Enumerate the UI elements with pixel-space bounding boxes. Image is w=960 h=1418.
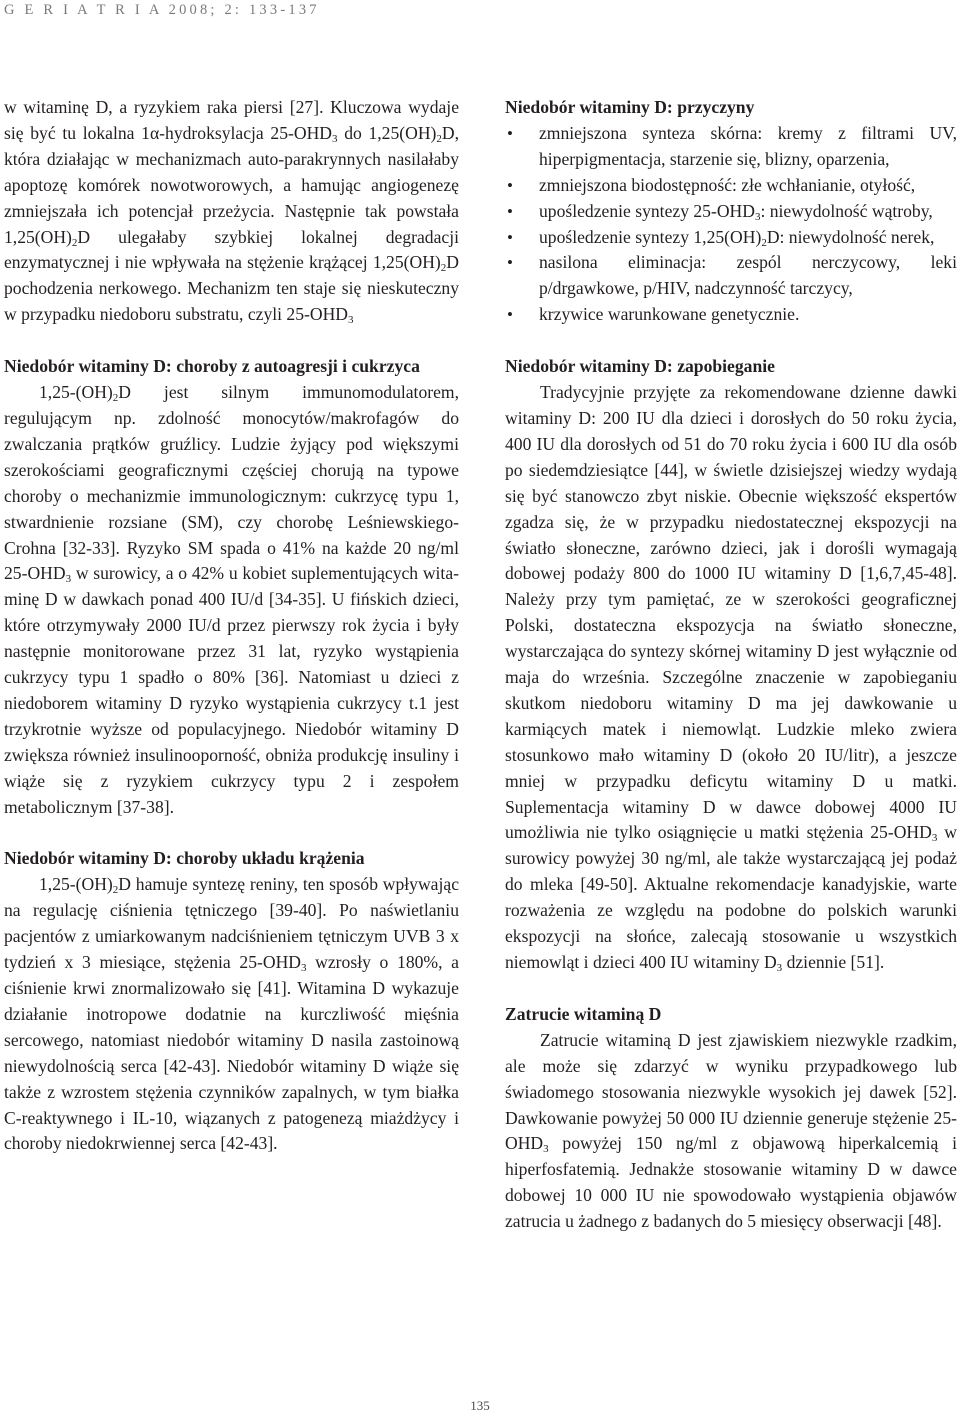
list-item: • upośledzenie syntezy $1,25(OH)_2D$: niewydolność nerek,	[505, 225, 957, 251]
paragraph-intoxication: Zatrucie witaminą D jest zjawiskiem niezwykle rzadkim, ale może się zdarzyć w wyniku przypadkowego lub świadomego stosowania niezwykle wysokich jej dawek [52]. Dawkowanie powyżej 50 000 IU dziennie generuje stężenie $25-OHD_3$ powyżej 150 ng/ml z objawową hiperkalcemią i hiperfosfatemią. Jednakże stosowanie witaminy D w dawce dobowej 10 000 IU nie spowodowało wystąpienia objawów zatrucia u żadnego z badanych do 5 miesięcy obserwacji [48].	[505, 1029, 957, 1232]
intro-paragraph: w witaminę D, a ryzykiem raka piersi [27]. Kluczowa wydaje się być tu lokalna 1α-hydroksylacja $25-OHD_3$ do $1,25(OH)_2D$, która działając w mechanizmach auto-parakrynnych nasilałaby apoptozę komórek nowotworowych, a hamując angiogenezę zmniejszała ich potencjał przeżycia. Następnie tak powstała $1,25(OH)_2D$ ulegałaby szybkiej lokalnej degradacji enzymatycznej i nie wpływała na stężenie krążącej $1,25(OH)_2D$ pochodzenia nerkowego. Mechanizm ten staje się nieskuteczny w przypadku niedoboru substratu, czyli $25-OHD_3$	[4, 97, 459, 327]
page-number: 135	[470, 1398, 490, 1413]
list-item: • zmniejszona synteza skórna: kremy z filtrami UV, hiperpigmentacja, starzenie się, blizny, oparzenia,	[505, 121, 957, 173]
list-item: • upośledzenie syntezy $25-OHD_3$: niewydolność wątroby,	[505, 199, 957, 225]
heading-causes: Niedobór witaminy D: przyczyny	[505, 97, 755, 117]
running-header: G E R I A T R I A 2008; 2: 133-137	[4, 2, 320, 18]
list-item: • krzywice warunkowane genetycznie.	[505, 302, 957, 328]
heading-intoxication: Zatrucie witaminą D	[505, 1003, 662, 1024]
heading-prevention: Niedobór witaminy D: zapobieganie	[505, 356, 775, 377]
paragraph-cardio: $1,25-(OH)_2D$ hamuje syntezę reniny, ten sposób wpływając na regulację ciśnienia tętniczego [39-40]. Po naświetlaniu pacjentów z umiarkowanym nadciśnieniem tętniczym UVB 3 x tydzień x 3 miesiące, stężenia $25-OHD_3$ wzrosły o 180%, a ciśnienie krwi znormalizowało się [41]. Witamina D wykazuje działanie inotropowe dodatnie na kurczliwość mięśnia sercowego, natomiast niedobór witaminy D nasila zastoinową niewydolnością serca [42-43]. Niedobór witaminy D wiąże się także z wzrostem stężenia czynników zapalnych, w tym białka C-reaktywnego i IL-10, wiązanych z patogenezą miażdżycy i choroby niedokrwiennej serca [42-43].	[4, 874, 459, 1154]
paragraph-prevention: Tradycyjnie przyjęte za rekomendowane dzienne dawki witaminy D: 200 IU dla dzieci i dorosłych do 50 roku życia, 400 IU dla dorosłych od 51 do 70 roku życia i 600 IU dla osób po siedemdziesiątce [44], w świetle dzisiejszej wiedzy wydają się być stanowczo zbyt niskie. Obecnie większość ekspertów zgadza się, że w przypadku niedostatecznej ekspozycji na światło słoneczne, zarówno dzieci, jak i dorośli wymagają dobowej podaży 800 do 1000 IU witaminy D [1,6,7,45-48]. Należy przy tym pamiętać, ze w szerokości geograficznej Polski, dostateczna ekspozycja na światło słoneczne, wystarczająca do syntezy skórnej witaminy D jest wyłącznie od maja do września. Szczególne znaczenie w zapobieganiu skutkom niedoboru witaminy D ma jej dawkowanie u karmiących matek i niemowląt. Ludzkie mleko zwiera stosunkowo mało witaminy D (około 20 IU/litr), a jeszcze mniej w przypadku deficytu witaminy D u matki. Suplementacja witaminy D w dawce dobowej 4000 IU umożliwia nie tylko osiągnięcie u matki stężenia $25-OHD_3$ w surowicy powyżej 30 ng/ml, ale także wystarczającą jej podaż do mleka [49-50]. Aktualne rekomendacje kanadyjskie, warte rozważenia ze względu na podobne do polskich warunki ekspozycji na słońce, zalecają stosowanie u wszystkich niemowląt i dzieci 400 IU witaminy $D_3$ dziennie [51].	[505, 382, 957, 974]
heading-cardio: Niedobór witaminy D: choroby układu krążenia	[4, 848, 365, 869]
heading-autoimmune: Niedobór witaminy D: choroby z autoagresji i cukrzyca	[4, 356, 420, 377]
left-column	[4, 95, 459, 1157]
causes-list	[505, 121, 957, 328]
right-column	[505, 95, 957, 1235]
list-item: • nasilona eliminacja: zespól nerczycowy, leki p/drgawkowe, p/HIV, nadczynność tarczycy,	[505, 250, 957, 302]
paragraph-autoimmune: $1,25-(OH)_2D$ jest silnym immunomodulatorem, regulującym np. zdolność monocytów/makrofagów do zwalczania prątków gruźlicy. Ludzie żyjący pod większymi szerokościami geograficznymi częściej chorują na typowe choroby o mechanizmie immunologicznym: cukrzycę typu 1, stwardnienie rozsiane (SM), czy chorobę Leśniewskiego-Crohna [32-33]. Ryzyko SM spada o 41% na każde 20 ng/ml $25-OHD_3$ w surowicy, a o 42% u kobiet suplementujących witaminę D w dawkach ponad 400 IU/d [34-35]. U fińskich dzieci, które otrzymywały 2000 IU/d przez pierwszy rok życia i były następnie monitorowane przez 31 lat, ryzyko wystąpienia cukrzycy typu 1 spadło o 80% [36]. Natomiast u dzieci z niedoborem witaminy D ryzyko wystąpienia cukrzycy t.1 jest trzykrotnie wyższe od populacyjnego. Niedobór witaminy D zwiększa również insulinooporność, obniża produkcję insuliny i wiąże się z ryzykiem cukrzycy typu 2 i zespołem metabolicznym [37-38].	[4, 382, 459, 817]
list-item: • zmniejszona biodostępność: złe wchłanianie, otyłość,	[505, 173, 957, 199]
